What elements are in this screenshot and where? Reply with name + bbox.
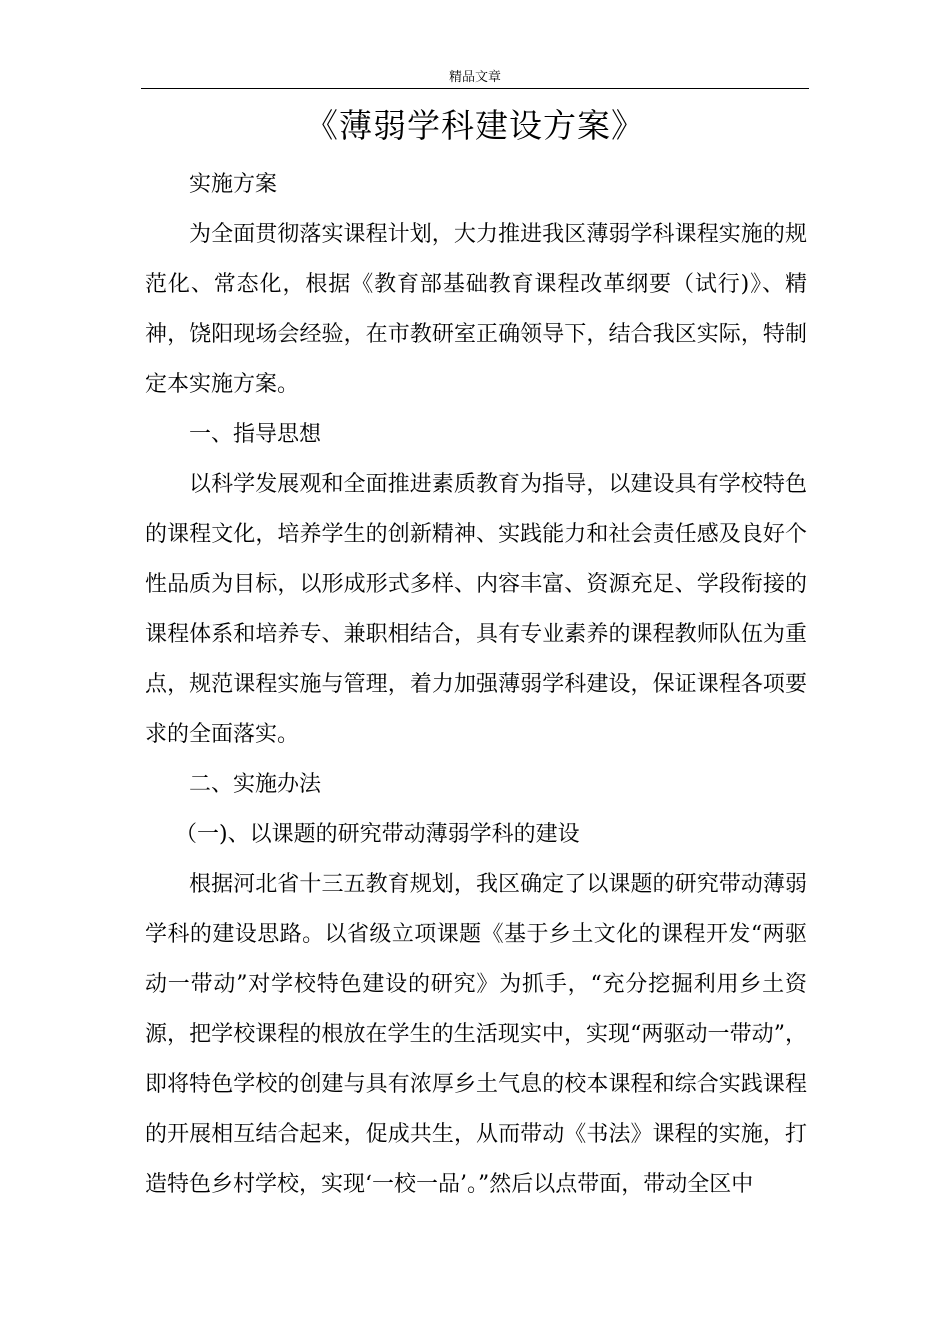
paragraph-guiding-ideology: 以科学发展观和全面推进素质教育为指导，以建设具有学校特色的课程文化，培养学生的创新精神、实践能力和社会责任感及良好个性品质为目标，以形成形式多样、内容丰富、资源充足、学段衔接的课程体系和培养专、兼职相结合，具有专业素养的课程教师队伍为重点，规范课程实施与管理，着力加强薄弱学科建设，保证课程各项要求的全面落实。: [145, 472, 807, 747]
heading-guiding-ideology: 一、指导思想: [189, 422, 322, 447]
document-body: [145, 160, 807, 1210]
heading-implementation-methods: 二、实施办法: [189, 772, 322, 797]
subheading-research-driven: （一)、以课题的研究带动薄弱学科的建设: [175, 822, 580, 847]
header-divider: [141, 88, 809, 89]
page-header-label: 精品文章: [448, 70, 501, 85]
document-title: 《薄弱学科建设方案》: [305, 106, 645, 145]
paragraph-research-driven: 根据河北省十三五教育规划，我区确定了以课题的研究带动薄弱学科的建设思路。以省级立项课题《基于乡土文化的课程开发“两驱动一带动”对学校特色建设的研究》为抓手，“充分挖掘利用乡土资源，把学校课程的根放在学生的生活现实中，实现“两驱动一带动”，即将特色学校的创建与具有浓厚乡土气息的校本课程和综合实践课程的开展相互结合起来，促成共生，从而带动《书法》课程的实施，打造特色乡村学校，实现‘一校一品’。”然后以点带面，带动全区中: [145, 872, 807, 1197]
heading-implementation-plan: 实施方案: [189, 172, 278, 197]
paragraph-intro: 为全面贯彻落实课程计划，大力推进我区薄弱学科课程实施的规范化、常态化，根据《教育部基础教育课程改革纲要（试行)》、精神，饶阳现场会经验，在市教研室正确领导下，结合我区实际，特制定本实施方案。: [145, 222, 807, 397]
